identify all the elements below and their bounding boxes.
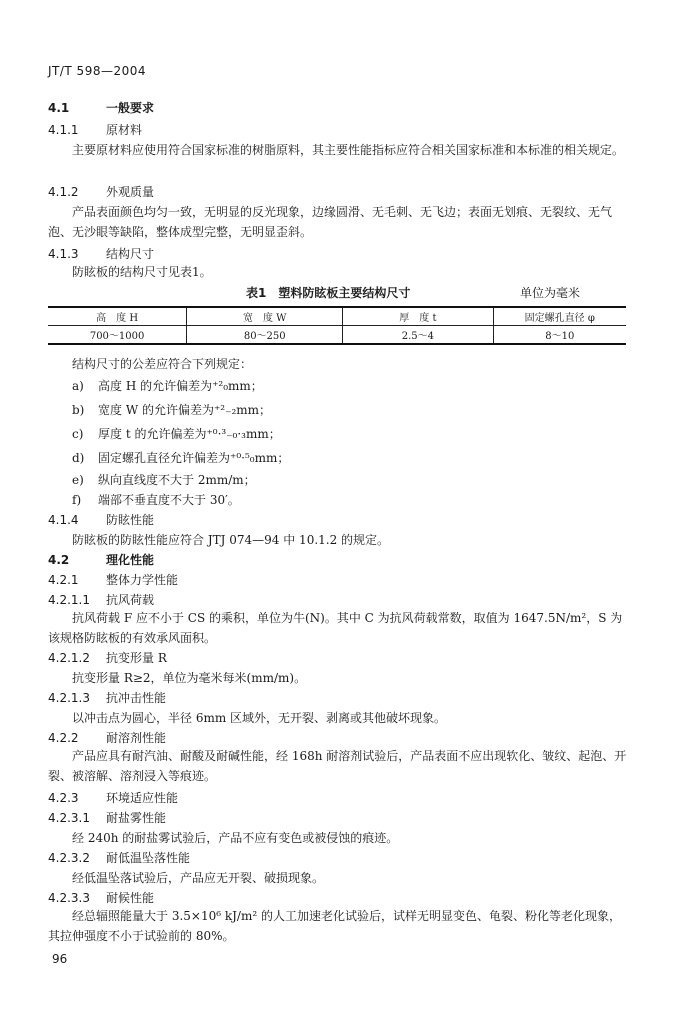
section-heading bbox=[48, 512, 154, 528]
section-heading bbox=[48, 122, 142, 138]
list-label: e) bbox=[72, 473, 84, 487]
list-item bbox=[72, 472, 256, 488]
list-label: b) bbox=[72, 403, 85, 417]
paragraph: 防眩板的结构尺寸见表1。 bbox=[72, 265, 212, 279]
section-number: 4.2.1.2 bbox=[48, 651, 90, 665]
list-label: a) bbox=[72, 379, 84, 393]
section-title: 抗变形量 R bbox=[106, 651, 167, 665]
list-text: 宽度 W 的允许偏差为⁺²₋₂mm； bbox=[98, 403, 272, 417]
table-unit: 单位为毫米 bbox=[520, 286, 581, 300]
list-item bbox=[72, 450, 289, 466]
table-header-row bbox=[48, 307, 626, 326]
section-number: 4.2.3.2 bbox=[48, 851, 90, 865]
list-text: 固定螺孔直径允许偏差为⁺⁰·⁵₀mm； bbox=[98, 451, 290, 465]
paragraph: 经 240h 的耐盐雾试验后，产品不应有变色或被侵蚀的痕迹。 bbox=[72, 831, 399, 845]
section-title: 一般要求 bbox=[106, 101, 155, 115]
paragraph: 抗变形量 R≥2，单位为毫米每米(mm/m)。 bbox=[72, 671, 307, 685]
section-number: 4.1.4 bbox=[48, 513, 79, 527]
section-title: 耐低温坠落性能 bbox=[106, 851, 191, 865]
paragraph: 产品表面颜色均匀一致，无明显的反光现象，边缘圆滑、无毛刺、无飞边；表面无划痕、无裂纹、无气泡、无沙眼等缺陷，整体成型完整，无明显歪斜。 bbox=[48, 205, 613, 239]
section-heading bbox=[48, 246, 154, 262]
list-item bbox=[72, 492, 240, 508]
section-number: 4.1.2 bbox=[48, 185, 79, 199]
section-heading bbox=[48, 890, 154, 906]
section-heading bbox=[48, 790, 178, 806]
list-item bbox=[72, 426, 281, 442]
section-heading bbox=[48, 810, 166, 826]
section-title: 耐溶剂性能 bbox=[106, 731, 167, 745]
section-title: 环境适应性能 bbox=[106, 791, 179, 805]
page-number: 96 bbox=[52, 952, 68, 966]
section-title: 理化性能 bbox=[106, 553, 155, 567]
section-heading bbox=[48, 730, 166, 746]
table-caption: 表1 塑料防眩板主要结构尺寸 bbox=[246, 286, 411, 300]
paragraph: 产品应具有耐汽油、耐酸及耐碱性能，经 168h 耐溶剂试验后，产品表面不应出现软化、皱纹、起泡、开裂、被溶解、溶剂浸入等痕迹。 bbox=[48, 749, 627, 783]
section-number: 4.2.3.1 bbox=[48, 811, 90, 825]
section-number: 4.2.2 bbox=[48, 731, 79, 745]
section-title: 外观质量 bbox=[106, 185, 155, 199]
section-heading bbox=[48, 690, 166, 706]
list-text: 高度 H 的允许偏差为⁺²₀mm； bbox=[98, 379, 263, 393]
list-text: 纵向直线度不大于 2mm/m； bbox=[98, 473, 256, 487]
list-label: d) bbox=[72, 451, 85, 465]
table-row bbox=[48, 326, 626, 345]
section-number: 4.2.3 bbox=[48, 791, 79, 805]
table-header-cell: 高 度 H bbox=[48, 307, 187, 326]
section-title: 整体力学性能 bbox=[106, 573, 179, 587]
list-label: c) bbox=[72, 427, 84, 441]
list-item bbox=[72, 402, 271, 418]
paragraph: 结构尺寸的公差应符合下列规定： bbox=[72, 357, 253, 371]
section-title: 原材料 bbox=[106, 123, 143, 137]
section-number: 4.2.1.3 bbox=[48, 691, 90, 705]
paragraph: 以冲击点为圆心，半径 6mm 区域外，无开裂、剥离或其他破坏现象。 bbox=[72, 711, 447, 725]
list-label: f) bbox=[72, 493, 82, 507]
section-title: 结构尺寸 bbox=[106, 247, 155, 261]
section-number: 4.1 bbox=[48, 101, 70, 115]
table-cell: 700～1000 bbox=[48, 326, 187, 345]
section-title: 抗冲击性能 bbox=[106, 691, 167, 705]
dimension-table bbox=[48, 306, 626, 345]
table-cell: 2.5～4 bbox=[343, 326, 493, 345]
table-header-cell: 固定螺孔直径 φ bbox=[493, 307, 626, 326]
section-number: 4.2.3.3 bbox=[48, 891, 90, 905]
section-title: 耐盐雾性能 bbox=[106, 811, 167, 825]
section-heading bbox=[48, 592, 154, 608]
section-heading bbox=[48, 650, 167, 666]
section-heading bbox=[48, 572, 178, 588]
list-text: 厚度 t 的允许偏差为⁺⁰·³₋₀·₃mm； bbox=[98, 427, 281, 441]
table-header-cell: 宽 度 W bbox=[187, 307, 343, 326]
section-number: 4.2.1 bbox=[48, 573, 79, 587]
table-header-cell: 厚 度 t bbox=[343, 307, 493, 326]
table-cell: 8～10 bbox=[493, 326, 626, 345]
section-heading bbox=[48, 184, 154, 200]
paragraph: 经低温坠落试验后，产品应无开裂、破损现象。 bbox=[72, 871, 325, 885]
paragraph: 主要原材料应使用符合国家标准的树脂原料，其主要性能指标应符合相关国家标准和本标准的相关规定。 bbox=[72, 143, 625, 157]
paragraph: 抗风荷载 F 应不小于 CS 的乘积，单位为牛(N)。其中 C 为抗风荷载常数，取值为 1647.5N/m²，S 为该规格防眩板的有效承风面积。 bbox=[48, 611, 623, 645]
paragraph: 防眩板的防眩性能应符合 JTJ 074—94 中 10.1.2 的规定。 bbox=[72, 533, 390, 547]
standard-code-header: JT/T 598—2004 bbox=[48, 64, 146, 78]
section-title: 防眩性能 bbox=[106, 513, 155, 527]
table-cell: 80～250 bbox=[187, 326, 343, 345]
section-title: 耐候性能 bbox=[106, 891, 155, 905]
section-number: 4.2 bbox=[48, 553, 70, 567]
section-number: 4.2.1.1 bbox=[48, 593, 90, 607]
section-heading bbox=[48, 850, 190, 866]
section-heading bbox=[48, 100, 154, 116]
section-title: 抗风荷载 bbox=[106, 593, 155, 607]
section-heading bbox=[48, 552, 154, 568]
list-item bbox=[72, 378, 263, 394]
paragraph: 经总辐照能量大于 3.5×10⁶ kJ/m² 的人工加速老化试验后，试样无明显变色、龟裂、粉化等老化现象，其拉伸强度不小于试验前的 80%。 bbox=[48, 909, 621, 943]
list-text: 端部不垂直度不大于 30′。 bbox=[98, 493, 240, 507]
section-number: 4.1.1 bbox=[48, 123, 79, 137]
section-number: 4.1.3 bbox=[48, 247, 79, 261]
